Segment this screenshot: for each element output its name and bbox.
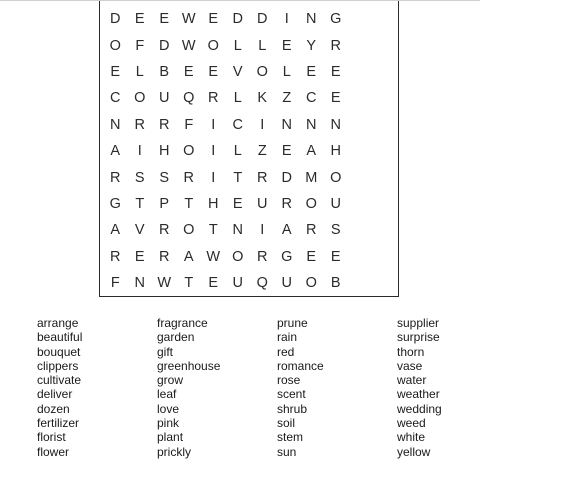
grid-letter: E [159,11,170,28]
grid-letter: R [330,37,341,54]
grid-letter: N [110,116,121,133]
grid-letter: S [159,169,170,186]
grid-row [100,244,398,270]
word-list-item: greenhouse [157,358,221,373]
grid-letter: G [109,195,121,212]
grid-letter: O [232,248,244,265]
word-list-item: vase [397,358,423,373]
grid-letter: A [306,143,317,160]
word-list-item: sun [277,444,297,459]
grid-letter: E [330,248,341,265]
grid-letter: C [306,90,317,107]
grid-letter: N [134,275,145,292]
grid-letter: N [330,116,341,133]
word-list-item: yellow [397,444,431,459]
grid-letter: N [232,222,243,239]
grid-letter: D [232,11,243,28]
grid-letter: I [260,222,265,239]
grid-row [100,191,398,217]
word-list-item: water [397,373,427,388]
grid-letter: E [330,63,341,80]
grid-letter: R [306,222,317,239]
grid-letter: T [233,169,243,186]
grid-letter: I [260,116,265,133]
grid-letter: D [257,11,268,28]
grid-row [100,32,398,58]
grid-letter: R [110,248,121,265]
word-list-item: weather [397,387,440,402]
grid-letter: F [184,116,194,133]
grid-letter: N [281,116,292,133]
grid-letter: W [181,37,196,54]
grid-letter: E [134,248,145,265]
grid-letter: O [256,63,268,80]
grid-letter: R [208,90,219,107]
word-list-item: garden [157,330,195,345]
grid-letter: R [159,116,170,133]
word-column-1 [37,316,82,459]
grid-letter: H [330,143,341,160]
grid-row [100,217,398,243]
grid-letter: L [233,143,242,160]
grid-letter: E [281,143,292,160]
grid-letter: H [208,195,219,212]
grid-letter: H [159,143,170,160]
grid-letter: T [135,195,145,212]
grid-letter: L [135,63,144,80]
grid-letter: B [159,63,170,80]
grid-letter: U [257,195,268,212]
grid-letter: T [184,275,194,292]
grid-letter: E [183,63,194,80]
grid-letter: E [110,63,121,80]
grid-letter: Q [183,90,195,107]
word-list-item: flower [37,444,70,459]
grid-letter: O [109,37,121,54]
grid-letter: R [183,169,194,186]
grid-row [100,270,398,296]
grid-letter: I [284,11,289,28]
grid-letter: E [330,90,341,107]
word-list-item: wedding [397,401,442,416]
grid-letter: A [110,143,121,160]
grid-row [100,112,398,138]
word-column-3 [277,316,324,459]
grid-letter: V [232,63,243,80]
word-list-item: fragrance [157,316,208,330]
word-list-item: florist [37,430,66,445]
word-list-item: cultivate [37,373,82,388]
word-list-item: weed [397,416,426,431]
word-list-item: beautiful [37,330,83,345]
grid-letter: E [306,248,317,265]
grid-letter: T [208,222,218,239]
word-list-item: deliver [37,387,73,402]
word-list-item: arrange [37,316,79,330]
word-list-item: grow [157,373,184,388]
word-list-item: romance [277,358,324,373]
grid-row [100,59,398,85]
grid-letter: O [330,169,342,186]
grid-letter: B [330,275,341,292]
grid-letter: M [305,169,318,186]
grid-letter: D [281,169,292,186]
grid-letter: R [257,169,268,186]
word-list-item: bouquet [37,344,81,359]
grid-row [100,85,398,111]
grid-letter: E [134,11,145,28]
word-column-4 [397,316,442,459]
word-list-item: shrub [277,401,308,416]
word-list-item: plant [157,430,184,445]
word-list-item: red [277,344,295,359]
word-list [0,316,564,466]
word-list-item: thorn [397,344,425,359]
grid-letter: O [134,90,146,107]
grid-letter: E [306,63,317,80]
grid-letter: S [330,222,341,239]
grid-letter: E [208,63,219,80]
grid-letter: G [281,248,293,265]
word-list-item: love [157,401,180,416]
grid-letter: U [232,275,243,292]
grid-letter: A [281,222,292,239]
grid-letter: E [281,37,292,54]
grid-letter: R [110,169,121,186]
grid-letter: R [159,248,170,265]
word-list-item: supplier [397,316,440,330]
grid-letter: O [305,195,317,212]
grid-letter: W [181,11,196,28]
grid-letter: T [184,195,194,212]
word-list-item: stem [277,430,304,445]
grid-letter: S [134,169,145,186]
grid-letter: K [257,90,268,107]
word-list-item: rain [277,330,298,345]
grid-letter: I [137,143,142,160]
grid-letter: L [258,37,267,54]
grid-letter: E [232,195,243,212]
grid-letter: L [282,63,291,80]
grid-row [100,6,398,32]
word-list-item: rose [277,373,301,388]
grid-letter: R [159,222,170,239]
grid-letter: R [257,248,268,265]
grid-letter: Z [282,90,292,107]
grid-letter: O [183,222,195,239]
word-list-item: fertilizer [37,416,80,431]
grid-letter: I [211,143,216,160]
grid-letter: A [183,248,194,265]
grid-letter: R [281,195,292,212]
grid-letter: G [330,11,342,28]
word-list-item: scent [277,387,306,402]
grid-row [100,138,398,164]
grid-letter: F [110,275,120,292]
word-list-item: prickly [157,444,192,459]
grid-letter: F [135,37,145,54]
grid-letter: P [159,195,170,212]
word-list-item: clippers [37,358,79,373]
grid-letter: U [330,195,341,212]
grid-letter: D [159,37,170,54]
grid-letter: R [134,116,145,133]
grid-letter: D [110,11,121,28]
grid-letter: O [183,143,195,160]
grid-letter: O [305,275,317,292]
grid-letter: U [281,275,292,292]
word-search-grid [99,1,399,297]
grid-letter: N [306,11,317,28]
grid-letter: V [134,222,145,239]
grid-letter: Q [256,275,268,292]
word-list-item: surprise [397,330,440,345]
letter-grid [100,6,398,296]
grid-row [100,164,398,190]
word-list-item: soil [277,416,296,431]
word-list-item: pink [157,416,180,431]
word-list-item: prune [277,316,308,330]
grid-letter: Y [306,37,317,54]
grid-letter: I [211,169,216,186]
word-column-2 [157,316,220,459]
grid-letter: W [157,275,172,292]
word-list-item: white [397,430,426,445]
grid-letter: L [233,90,242,107]
grid-letter: E [208,11,219,28]
grid-letter: O [207,37,219,54]
grid-letter: N [306,116,317,133]
word-list-item: dozen [37,401,70,416]
grid-letter: I [211,116,216,133]
grid-letter: C [232,116,243,133]
grid-letter: A [110,222,121,239]
grid-letter: W [206,248,221,265]
grid-letter: U [159,90,170,107]
grid-letter: Z [257,143,267,160]
grid-letter: C [110,90,121,107]
grid-letter: E [208,275,219,292]
word-list-item: leaf [157,387,177,402]
grid-letter: L [233,37,242,54]
word-list-item: gift [157,344,174,359]
